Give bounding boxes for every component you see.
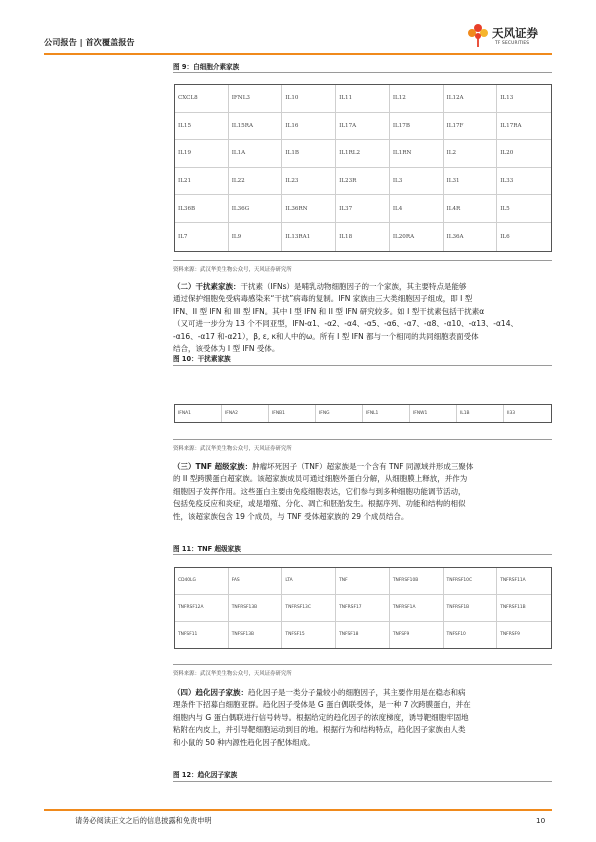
paragraph-line: 和小鼠的 50 种内源性趋化因子配体组成。 bbox=[173, 737, 315, 747]
table-cell: IL17RA bbox=[497, 113, 551, 141]
table-row bbox=[175, 168, 551, 196]
paragraph-interferon-family bbox=[173, 281, 553, 355]
table-cell: IL1RL2 bbox=[336, 140, 390, 168]
paragraph-lead: （三）TNF 超级家族： bbox=[173, 462, 253, 471]
table-cell: IL17A bbox=[336, 113, 390, 141]
table-cell: IL19 bbox=[175, 140, 229, 168]
table-cell: TNFRSF1A bbox=[390, 595, 444, 622]
paragraph-text: 干扰素（IFNs）是哺乳动物细胞因子的一个家族，其主要特点是能够 bbox=[240, 282, 467, 291]
paragraph-lead: （四）趋化因子家族： bbox=[173, 688, 248, 697]
table-cell: TNFSF18 bbox=[336, 622, 390, 649]
fig10-title-rule bbox=[173, 365, 552, 366]
table-cell: IL13 bbox=[497, 85, 551, 113]
table-cell: TNFRSF17 bbox=[336, 595, 390, 622]
table-cell: TNFSF15 bbox=[282, 622, 336, 649]
table-cell: IFNB1 bbox=[269, 405, 316, 422]
table-cell: TNFRSF10C bbox=[444, 568, 498, 595]
brand-name-cn: 天风证券 bbox=[492, 26, 538, 40]
table-cell: TNFSF9 bbox=[390, 622, 444, 649]
table-cell: TNFRSF13C bbox=[282, 595, 336, 622]
brand-logo-block bbox=[466, 22, 562, 52]
header-divider bbox=[44, 53, 552, 55]
table-cell: IL31 bbox=[444, 168, 498, 196]
table-cell: IL1RN bbox=[390, 140, 444, 168]
fig9-title: 图 9：白细胞介素家族 bbox=[173, 63, 240, 71]
table-cell: IL20RA bbox=[390, 223, 444, 251]
paragraph-lead: （二）干扰素家族： bbox=[173, 282, 241, 291]
paragraph-line: 细胞内与 G 蛋白偶联进行信号转导。根据给定的趋化因子的浓度梯度，诱导靶细胞牢固地 bbox=[173, 712, 469, 722]
table-cell: IL22 bbox=[229, 168, 283, 196]
tf-securities-logo-icon bbox=[466, 22, 490, 48]
paragraph-line: 包括免疫反应和炎症，或是增殖、分化、凋亡和胚胎发生。根据序列、功能和结构的相似 bbox=[173, 499, 466, 509]
table-row bbox=[175, 223, 551, 251]
table-cell: IFNA2 bbox=[222, 405, 269, 422]
fig9-interleukin-table bbox=[174, 84, 552, 252]
table-cell: IFNL1 bbox=[363, 405, 410, 422]
table-cell: TNFRSF10B bbox=[390, 568, 444, 595]
table-cell: IL1B bbox=[282, 140, 336, 168]
paragraph-line: IFN、II 型 IFN 和 III 型 IFN。其中 I 型 IFN 和 II 型 IFN 研究较多。如 I 型干扰素包括干扰素α bbox=[173, 306, 485, 316]
table-cell: IL2 bbox=[444, 140, 498, 168]
table-row bbox=[175, 568, 551, 595]
brand-name-en: TF SECURITIES bbox=[495, 41, 530, 46]
table-cell: IL13RA1 bbox=[282, 223, 336, 251]
fig12-title-rule bbox=[173, 781, 552, 782]
fig10-source: 资料来源：武汉华美生物公众号，天风证券研究所 bbox=[173, 446, 292, 452]
header-report-type: 公司报告 | 首次覆盖报告 bbox=[44, 37, 135, 47]
paragraph-line: 通过保护细胞免受病毒感染来“干扰”病毒的复制。IFN 家族由三大类细胞因子组成，即 I 型 bbox=[173, 294, 473, 304]
table-cell: IL5 bbox=[497, 195, 551, 223]
paragraph-line: 性，该超家族包含 19 个成员，与 TNF 受体超家族的 29 个成员结合。 bbox=[173, 511, 409, 521]
table-cell: IL23R bbox=[336, 168, 390, 196]
table-cell: IL33 bbox=[497, 168, 551, 196]
table-cell: IL12A bbox=[444, 85, 498, 113]
fig10-interferon-table bbox=[174, 404, 552, 423]
paragraph-text: 肿瘤坏死因子（TNF）超家族是一个含有 TNF 同源域并形成三聚体 bbox=[252, 462, 474, 471]
fig9-bottom-rule bbox=[173, 260, 552, 261]
table-cell: IL6 bbox=[500, 233, 510, 240]
table-cell: IL36B bbox=[175, 195, 229, 223]
paragraph-line: 理条件下招募白细胞亚群。趋化因子受体是 G 蛋白偶联受体，是一种 7 次跨膜蛋白，并在 bbox=[173, 700, 471, 710]
table-cell: IL7 bbox=[175, 223, 229, 251]
table-cell: IL23 bbox=[282, 168, 336, 196]
table-cell: IL15 bbox=[175, 113, 229, 141]
table-cell: TNFRSF12A bbox=[175, 595, 229, 622]
paragraph-line bbox=[173, 461, 553, 473]
table-cell: TNFRSF13B bbox=[229, 595, 283, 622]
table-cell: IL17B bbox=[390, 113, 444, 141]
paragraph-line: -α16、-α17 和-α21），β, ε, κ和人中的ω。所有 I 型 IFN 都与一个相同的共同细胞表面受体 bbox=[173, 331, 479, 341]
paragraph-line: 细胞因子发挥作用。这些蛋白主要由免疫细胞表达，它们参与到多种细胞功能调节活动， bbox=[173, 486, 466, 496]
table-cell: IL10 bbox=[282, 85, 336, 113]
table-cell: IL21 bbox=[175, 168, 229, 196]
fig10-title: 图 10：干扰素家族 bbox=[173, 355, 231, 363]
table-cell: IL4R bbox=[444, 195, 498, 223]
table-cell: IFNL3 bbox=[229, 85, 283, 113]
paragraph-tnf-superfamily bbox=[173, 461, 553, 523]
table-cell: CXCL8 bbox=[175, 85, 229, 113]
fig11-tnf-table bbox=[174, 567, 552, 649]
table-cell: TNFRSF11B bbox=[497, 595, 551, 622]
table-row bbox=[175, 195, 551, 223]
table-row bbox=[175, 595, 551, 622]
table-cell: CD40LG bbox=[175, 568, 229, 595]
table-cell: IL11 bbox=[336, 85, 390, 113]
paragraph-chemokine-family bbox=[173, 687, 553, 749]
table-cell: TNF bbox=[336, 568, 390, 595]
table-cell: IL16 bbox=[282, 113, 336, 141]
table-cell: IL15RA bbox=[229, 113, 283, 141]
table-cell: TNFSF13B bbox=[229, 622, 283, 649]
fig11-title-rule bbox=[173, 554, 552, 555]
table-cell: IL36G bbox=[229, 195, 283, 223]
table-row bbox=[175, 405, 551, 422]
table-cell: IL36A bbox=[444, 223, 498, 251]
table-cell: TNFRSF9 bbox=[500, 632, 520, 638]
footer-divider bbox=[44, 809, 552, 811]
table-cell: IL9 bbox=[229, 223, 283, 251]
table-row bbox=[175, 113, 551, 141]
table-cell: IL12 bbox=[390, 85, 444, 113]
table-cell: IL1B bbox=[457, 405, 504, 422]
table-cell: LTA bbox=[282, 568, 336, 595]
paragraph-text: 趋化因子是一类分子量较小的细胞因子，其主要作用是在稳态和病 bbox=[248, 688, 466, 697]
page-number: 10 bbox=[536, 816, 546, 825]
paragraph-line: 的 II 型跨膜蛋白超家族。该超家族成员可通过细胞外蛋白分解，从细胞膜上释放，并作为 bbox=[173, 474, 468, 484]
fig11-title: 图 11：TNF 超级家族 bbox=[173, 545, 241, 553]
table-row bbox=[175, 140, 551, 168]
paragraph-line bbox=[173, 281, 553, 293]
fig9-title-rule bbox=[173, 72, 552, 73]
footer-disclaimer: 请务必阅读正文之后的信息披露和免责申明 bbox=[75, 816, 212, 825]
paragraph-line: （又可进一步分为 13 个不同亚型，IFN-α1、-α2、-α4、-α5、-α6、-α7、-α8、-α10、-α13、-α14、 bbox=[173, 319, 518, 329]
fig11-source: 资料来源：武汉华美生物公众号，天风证券研究所 bbox=[173, 671, 292, 677]
table-row bbox=[175, 85, 551, 113]
fig9-source: 资料来源：武汉华美生物公众号，天风证券研究所 bbox=[173, 267, 292, 273]
table-cell: IL20 bbox=[497, 140, 551, 168]
paragraph-line: 粘附在内皮上，并引导靶细胞运动到目的地。根据行为和结构特点，趋化因子家族由人类 bbox=[173, 725, 466, 735]
table-cell: FAS bbox=[229, 568, 283, 595]
table-cell: IFNW1 bbox=[410, 405, 457, 422]
table-cell: TNFSF10 bbox=[444, 622, 498, 649]
table-cell: TNFRSF1B bbox=[444, 595, 498, 622]
table-cell: TNFRSF11A bbox=[497, 568, 551, 595]
table-cell: Il33 bbox=[507, 411, 516, 416]
table-cell: IL37 bbox=[336, 195, 390, 223]
table-cell: IL4 bbox=[390, 195, 444, 223]
table-row bbox=[175, 622, 551, 649]
table-cell: TNFSF11 bbox=[175, 622, 229, 649]
fig12-title: 图 12：趋化因子家族 bbox=[173, 771, 238, 779]
paragraph-line bbox=[173, 687, 553, 699]
table-cell: IL3 bbox=[390, 168, 444, 196]
table-cell: IL36RN bbox=[282, 195, 336, 223]
fig10-bottom-rule bbox=[173, 439, 552, 440]
table-cell: IFNA1 bbox=[175, 405, 222, 422]
table-cell: IL18 bbox=[336, 223, 390, 251]
table-cell: IL1A bbox=[229, 140, 283, 168]
fig11-bottom-rule bbox=[173, 664, 552, 665]
table-cell: IL17F bbox=[444, 113, 498, 141]
table-cell: IFNG bbox=[316, 405, 363, 422]
paragraph-line: 结合，该受体为 I 型 IFN 受体。 bbox=[173, 344, 280, 354]
